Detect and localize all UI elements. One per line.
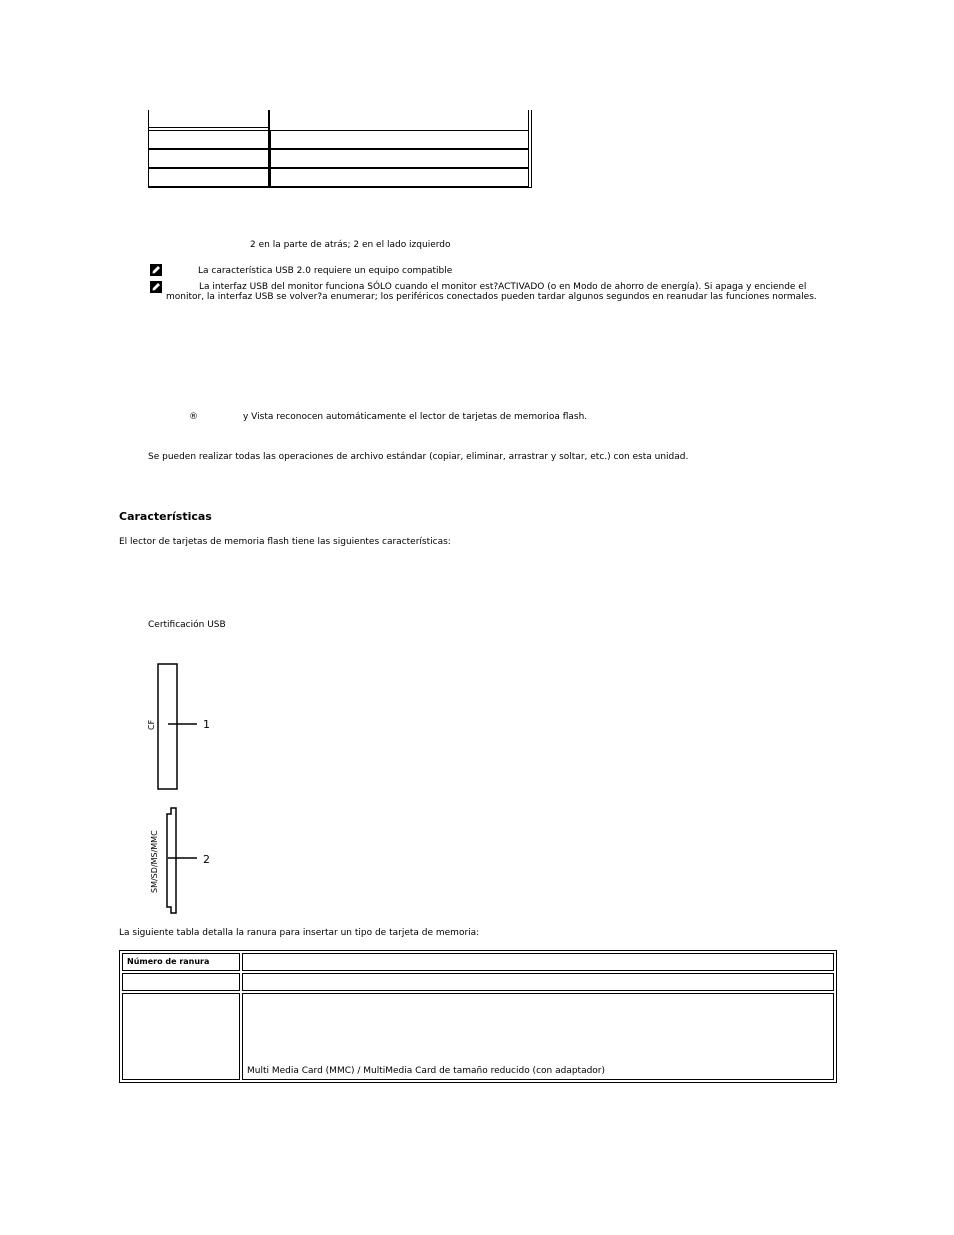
- table-row-line: [148, 127, 269, 129]
- table-cell: [122, 973, 240, 991]
- usb-ports-text: 2 en la parte de atrás; 2 en el lado izquierdo: [250, 240, 451, 250]
- slot-table-intro: La siguiente tabla detalla la ranura para insertar un tipo de tarjeta de memoria:: [119, 928, 480, 938]
- note-usb-interface-line2: monitor, la interfaz USB se volver?a enumerar; los periféricos conectados pueden tardar algunos segundos en reanudar las funciones normales.: [166, 292, 817, 302]
- note-usb-compatible: La característica USB 2.0 requiere un equipo compatible: [198, 266, 453, 276]
- cf-slot-number: 1: [203, 718, 210, 731]
- table-border-right: [531, 110, 532, 188]
- table-border-bottom: [148, 187, 532, 188]
- table-cell: [122, 993, 240, 1080]
- table-cell: [148, 130, 269, 149]
- file-operations-text: Se pueden realizar todas las operaciones de archivo estándar (copiar, eliminar, arrastrar y soltar, etc.) con esta unidad.: [148, 452, 689, 462]
- multi-slot-label: SM/SD/MS/MMC: [150, 830, 159, 893]
- registered-mark: ®: [189, 412, 198, 422]
- table-cell: [270, 149, 529, 168]
- features-heading: Características: [119, 510, 212, 523]
- mmc-card-text: Multi Media Card (MMC) / MultiMedia Card de tamaño reducido (con adaptador): [247, 1066, 606, 1076]
- table-header-slot-number: Número de ranura: [122, 953, 240, 971]
- table-header-cell: [242, 953, 834, 971]
- table-cell: [242, 973, 834, 991]
- note-pencil-icon: [150, 264, 162, 276]
- table-cell: [270, 168, 529, 187]
- features-intro: El lector de tarjetas de memoria flash tiene las siguientes características:: [119, 537, 451, 547]
- slot-table: [119, 950, 837, 1083]
- note-usb-interface-line1: La interfaz USB del monitor funciona SÓLO cuando el monitor est?ACTIVADO (o en Modo de ahorro de energía). Si apaga y enciende el: [199, 282, 807, 292]
- table-cell: [148, 168, 269, 187]
- cf-slot-label: CF: [147, 719, 156, 730]
- table-cell: [148, 149, 269, 168]
- multi-slot-number: 2: [203, 853, 210, 866]
- multi-slot-outline: [167, 808, 176, 913]
- usb-certification: Certificación USB: [148, 620, 226, 630]
- cf-slot-outline: [158, 664, 177, 789]
- top-table: [148, 110, 533, 188]
- card-slot-diagram: [140, 660, 220, 920]
- table-cell: [242, 993, 834, 1080]
- vista-text: y Vista reconocen automáticamente el lector de tarjetas de memorioa flash.: [243, 412, 588, 422]
- note-pencil-icon: [150, 281, 162, 293]
- table-cell: [270, 130, 529, 149]
